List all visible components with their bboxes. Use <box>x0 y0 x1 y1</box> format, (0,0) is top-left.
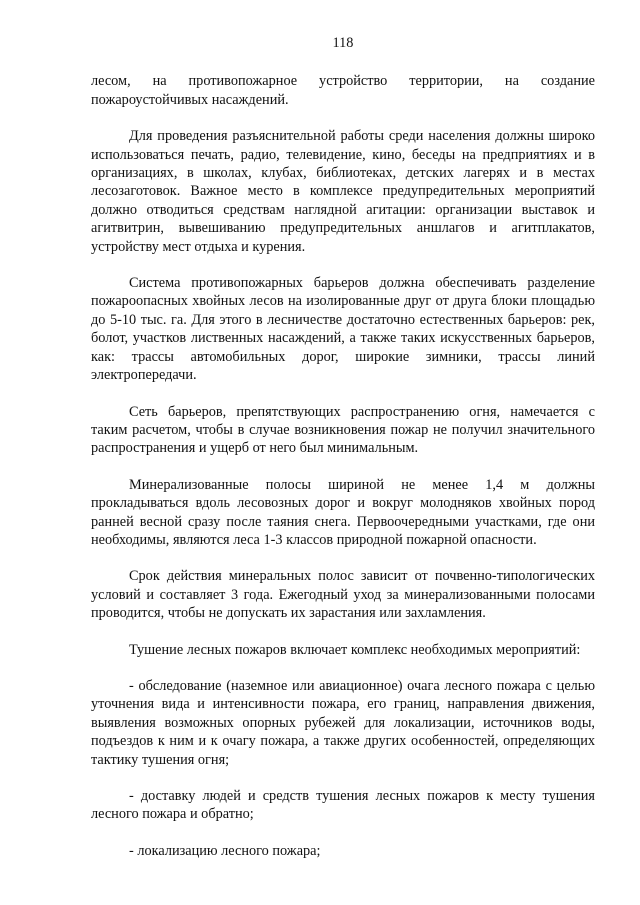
paragraph-outreach: Для проведения разъяснительной работы среди населения должны широко использоваться печать, радио, телевидение, кино, беседы на предприятиях и в организациях, в школах, клубах, библиотеках, детских лагерях и в местах лесозаготовок. Важное место в комплексе предупредительных мероприятий должно отводиться средствам наглядной агитации: организации выставок и агитвитрин, вывешиванию предупредительных аншлагов и агитплакатов, устройству мест отдыха и курения. <box>91 128 595 255</box>
document-page <box>91 34 595 878</box>
list-item-delivery: - доставку людей и средств тушения лесных пожаров к месту тушения лесного пожара и обратно; <box>91 788 595 823</box>
paragraph-barrier-network: Сеть барьеров, препятствующих распространению огня, намечается с таким расчетом, чтобы в случае возникновения пожар не получил значительного распространения и ущерб от него был минимальным. <box>91 403 595 457</box>
page-number: 118 <box>332 35 354 51</box>
paragraph-fire-barriers: Система противопожарных барьеров должна обеспечивать разделение пожароопасных хвойных лесов на изолированные друг от друга блоки площадью до 5-10 тыс. га. Для этого в лесничестве достаточно естественных барьеров: рек, болот, участков лиственных насаждений, а также таких искусственных барьеров, как: трассы автомобильных дорог, широкие зимники, трассы линий электропередачи. <box>91 275 595 384</box>
list-item-localization: - локализацию лесного пожара; <box>129 842 321 859</box>
paragraph-fire-suppression: Тушение лесных пожаров включает комплекс необходимых мероприятий: <box>129 641 581 658</box>
paragraph-mineral-strips: Минерализованные полосы шириной не менее 1,4 м должны прокладываться вдоль лесовозных дорог и вокруг молодняков хвойных пород ранней весной сразу после таяния снега. Первоочередными участками, где они необходимы, являются леса 1-3 классов природной пожарной опасности. <box>91 476 595 548</box>
paragraph-continuation: лесом, на противопожарное устройство территории, на создание пожароустойчивых насаждений. <box>91 73 595 108</box>
list-item-inspection: - обследование (наземное или авиационное) очага лесного пожара с целью уточнения вида и интенсивности пожара, его границ, направления движения, выявления возможных опорных рубежей для локализации, источников воды, подъездов к ним и к очагу пожара, а также других особенностей, определяющих тактику тушения огня; <box>91 677 595 768</box>
paragraph-strip-duration: Срок действия минеральных полос зависит от почвенно-типологических условий и составляет 3 года. Ежегодный уход за минерализованными полосами проводится, чтобы не допускать их зарастания или захламления. <box>91 568 595 622</box>
